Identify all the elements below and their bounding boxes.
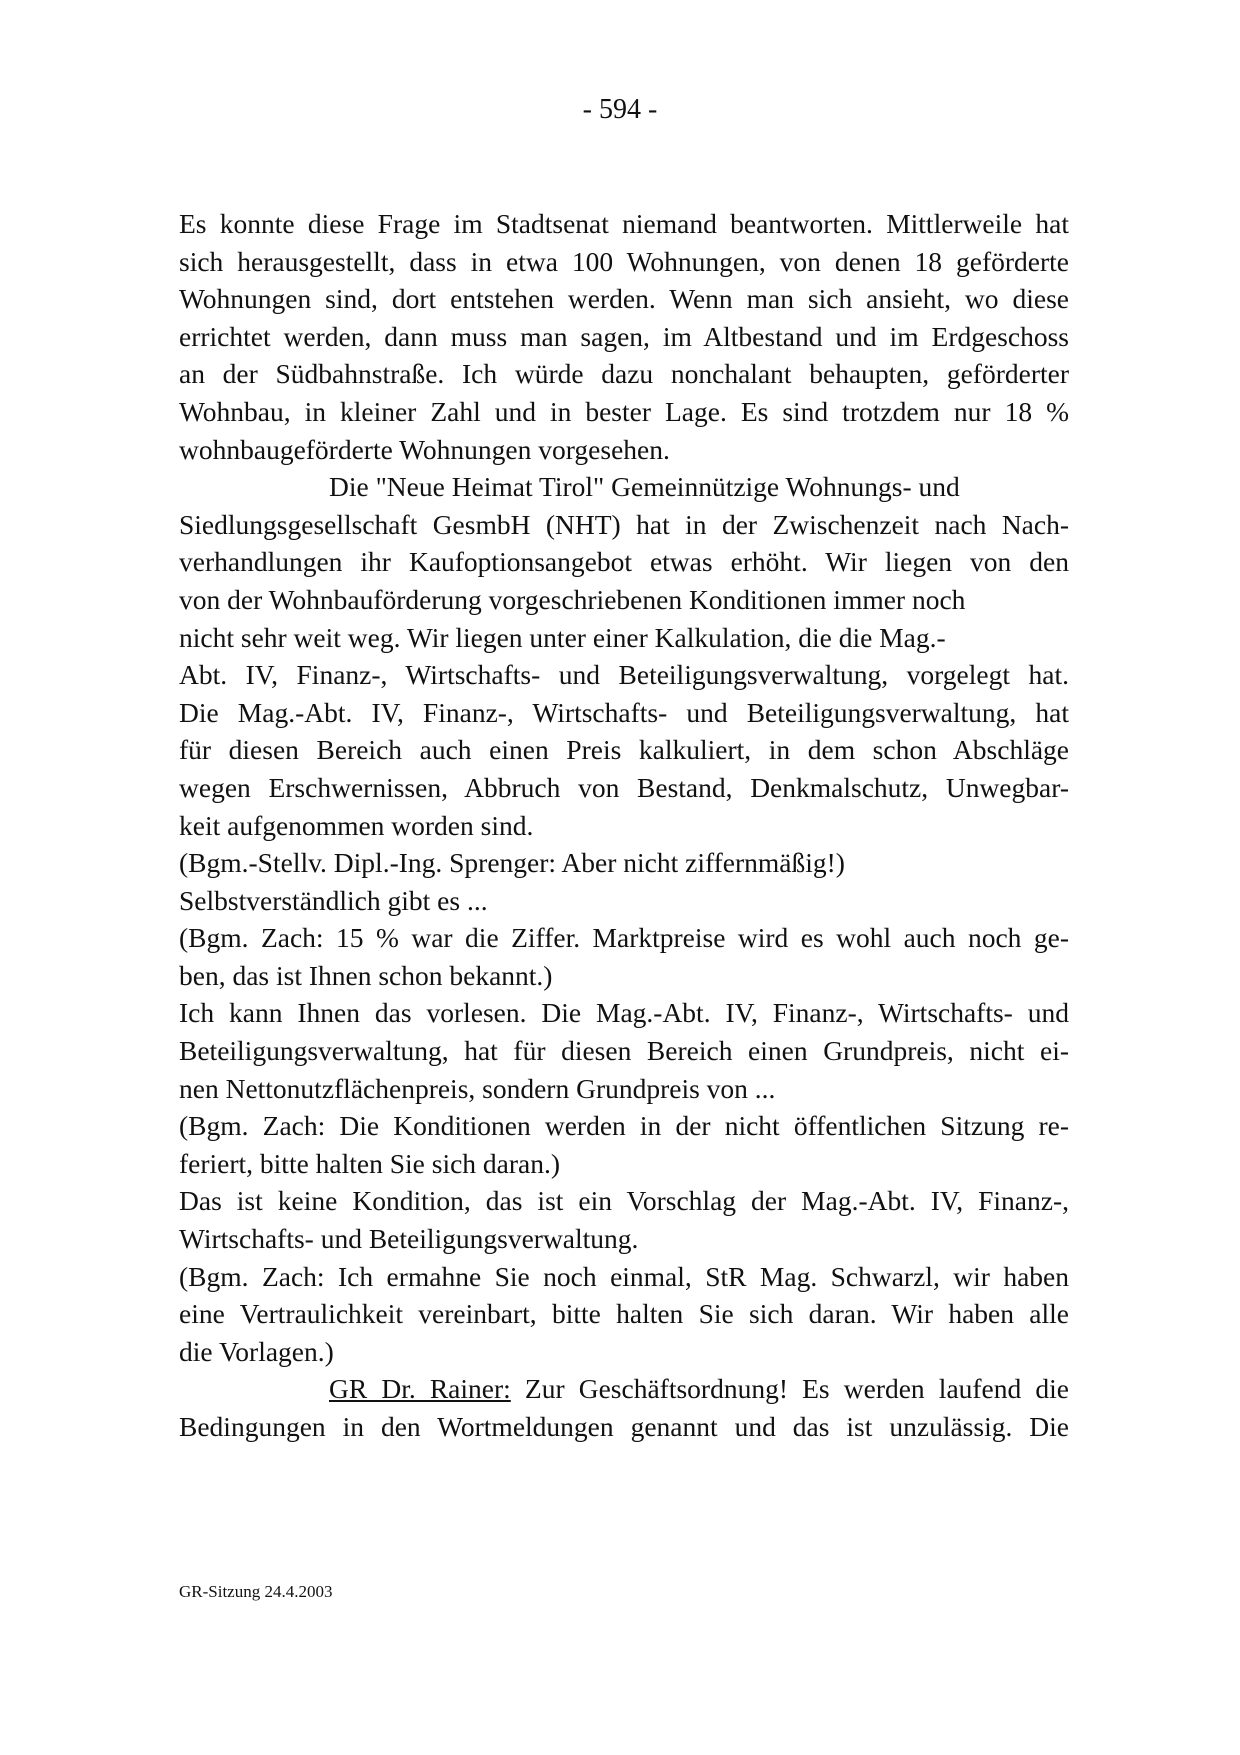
text-line: Wohnungen sind, dort entstehen werden. Wenn man sich ansieht, wo diese xyxy=(179,283,1069,315)
text-line: Abt. IV, Finanz-, Wirtschafts- und Beteiligungsverwaltung, vorgelegt hat. xyxy=(179,659,1069,691)
text-line: Selbstverständlich gibt es ... xyxy=(179,884,488,916)
text-line: Siedlungsgesellschaft GesmbH (NHT) hat in der Zwischenzeit nach Nach- xyxy=(179,508,1069,540)
text-line: Die "Neue Heimat Tirol" Gemeinnützige Wohnungs- und xyxy=(329,471,960,503)
text-line: Ich kann Ihnen das vorlesen. Die Mag.-Abt. IV, Finanz-, Wirtschafts- und xyxy=(179,997,1069,1029)
text-line: an der Südbahnstraße. Ich würde dazu nonchalant behaupten, geförderter xyxy=(179,358,1069,390)
document-body xyxy=(179,205,1069,1446)
speaker-statement: Zur Geschäftsordnung! Es werden laufend die xyxy=(510,1373,1069,1405)
text-line: Beteiligungsverwaltung, hat für diesen Bereich einen Grundpreis, nicht ei- xyxy=(179,1035,1069,1067)
text-line: eine Vertraulichkeit vereinbart, bitte halten Sie sich daran. Wir haben alle xyxy=(179,1298,1069,1330)
text-line: wohnbaugeförderte Wohnungen vorgesehen. xyxy=(179,433,670,465)
text-line: nen Nettonutzflächenpreis, sondern Grundpreis von ... xyxy=(179,1072,776,1104)
text-line: (Bgm. Zach: Ich ermahne Sie noch einmal, StR Mag. Schwarzl, wir haben xyxy=(179,1260,1069,1292)
footer-session-date: GR-Sitzung 24.4.2003 xyxy=(179,1582,333,1601)
text-line: Wohnbau, in kleiner Zahl und in bester Lage. Es sind trotzdem nur 18 % xyxy=(179,395,1069,427)
text-line: wegen Erschwernissen, Abbruch von Bestand, Denkmalschutz, Unwegbar- xyxy=(179,771,1069,803)
speaker-name: GR Dr. Rainer: xyxy=(329,1373,511,1405)
text-line: Wirtschafts- und Beteiligungsverwaltung. xyxy=(179,1223,639,1255)
text-line: (Bgm. Zach: Die Konditionen werden in der nicht öffentlichen Sitzung re- xyxy=(179,1110,1069,1142)
text-line-last: Bedingungen in den Wortmeldungen genannt und das ist unzulässig. Die xyxy=(179,1411,1069,1442)
text-line: sich herausgestellt, dass in etwa 100 Wohnungen, von denen 18 geförderte xyxy=(179,245,1069,277)
text-line: (Bgm. Zach: 15 % war die Ziffer. Marktpreise wird es wohl auch noch ge- xyxy=(179,922,1069,954)
text-line: Das ist keine Kondition, das ist ein Vorschlag der Mag.-Abt. IV, Finanz-, xyxy=(179,1185,1069,1217)
page-number: - 594 - xyxy=(582,94,658,125)
text-line: die Vorlagen.) xyxy=(179,1335,334,1367)
paragraph-lines xyxy=(179,205,1069,1370)
text-line: (Bgm.-Stellv. Dipl.-Ing. Sprenger: Aber nicht ziffernmäßig!) xyxy=(179,847,845,879)
speaker-line xyxy=(179,1370,1069,1408)
text-line: von der Wohnbauförderung vorgeschriebenen Konditionen immer noch xyxy=(179,583,966,615)
text-line: für diesen Bereich auch einen Preis kalkuliert, in dem schon Abschläge xyxy=(179,734,1069,766)
text-line: ben, das ist Ihnen schon bekannt.) xyxy=(179,959,553,991)
text-line: keit aufgenommen worden sind. xyxy=(179,809,534,841)
text-line: verhandlungen ihr Kaufoptionsangebot etwas erhöht. Wir liegen von den xyxy=(179,546,1069,578)
text-line: errichtet werden, dann muss man sagen, im Altbestand und im Erdgeschoss xyxy=(179,320,1069,352)
text-line: nicht sehr weit weg. Wir liegen unter einer Kalkulation, die die Mag.- xyxy=(179,621,946,653)
text-line: Die Mag.-Abt. IV, Finanz-, Wirtschafts- und Beteiligungsverwaltung, hat xyxy=(179,696,1069,728)
text-line: Es konnte diese Frage im Stadtsenat niemand beantworten. Mittlerweile hat xyxy=(179,208,1069,239)
text-line: feriert, bitte halten Sie sich daran.) xyxy=(179,1147,561,1179)
